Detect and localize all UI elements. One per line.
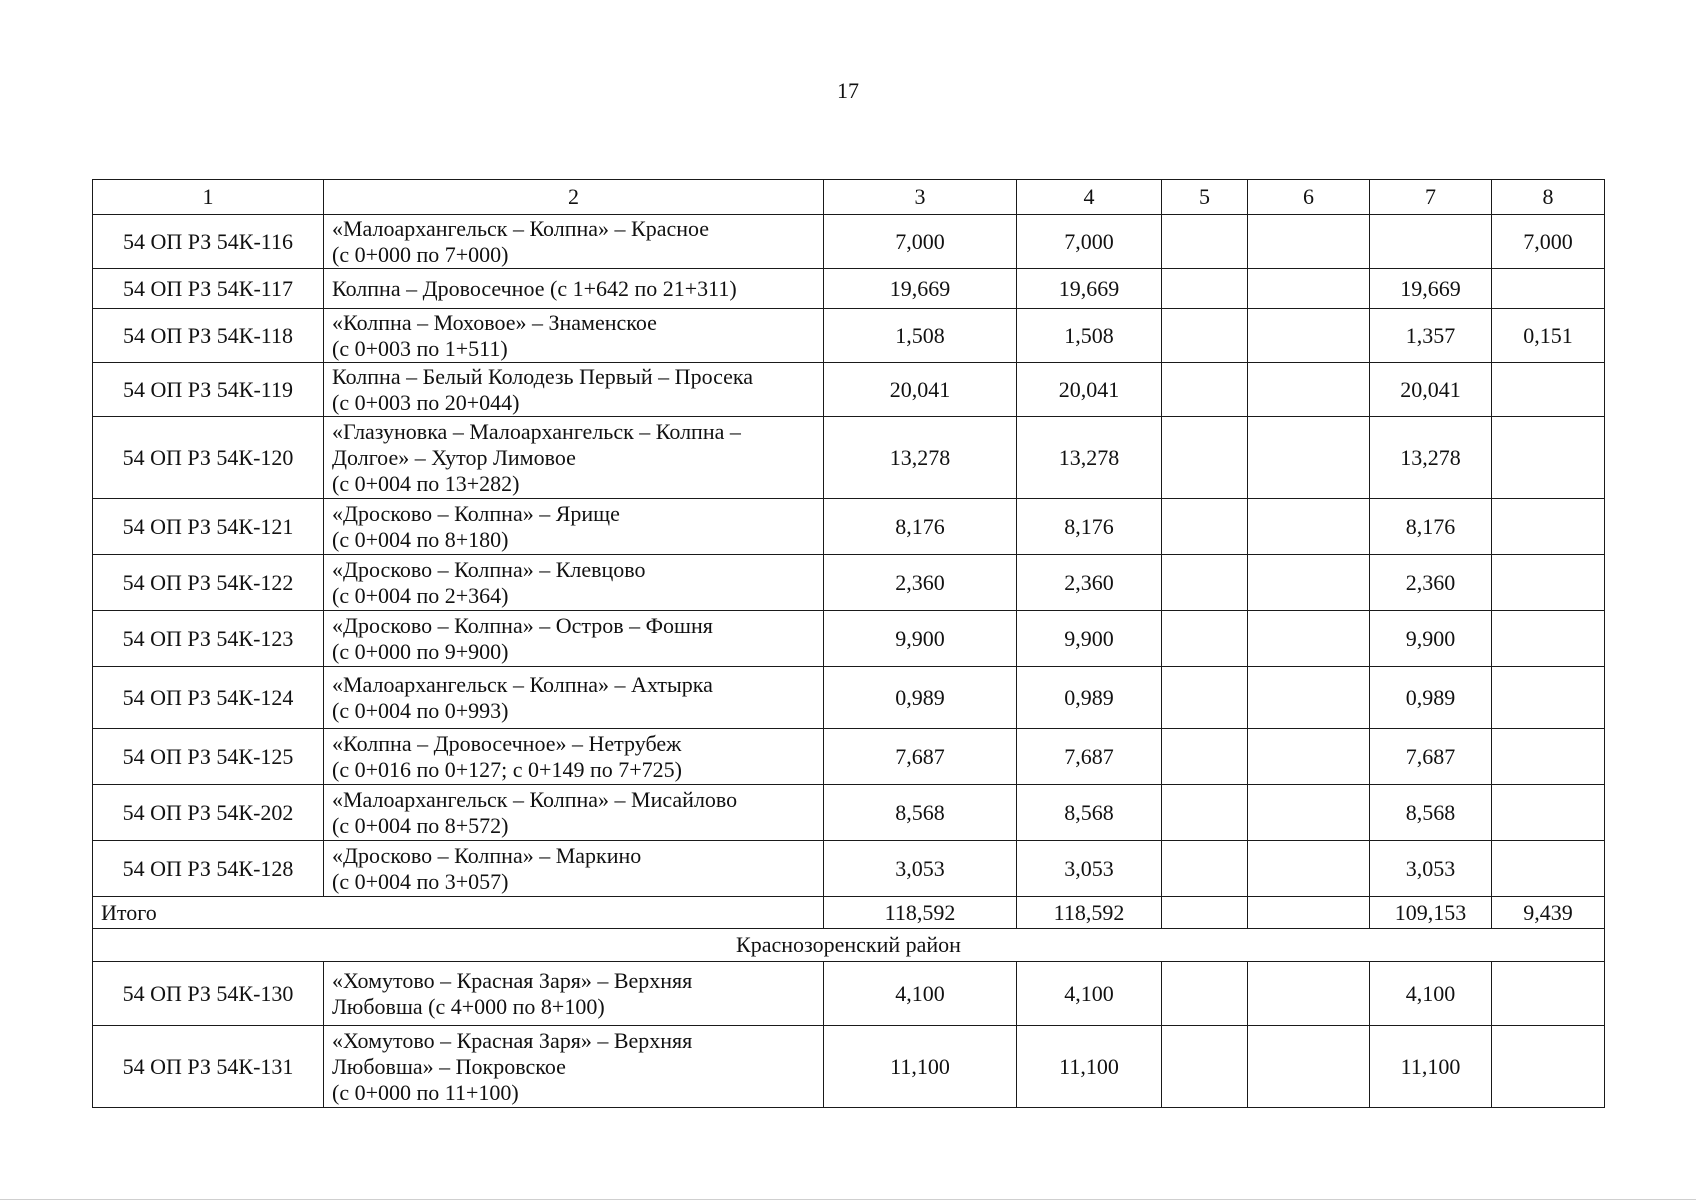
total-col4: 118,592 xyxy=(1017,897,1162,929)
value-c8 xyxy=(1492,841,1605,897)
value-c3: 13,278 xyxy=(824,417,1017,499)
road-code: 54 ОП РЗ 54К-121 xyxy=(93,499,324,555)
table-row xyxy=(93,309,1605,363)
road-name-line: (с 0+004 по 2+364) xyxy=(332,582,509,608)
road-name xyxy=(324,499,824,555)
value-c6 xyxy=(1248,729,1370,785)
column-header: 6 xyxy=(1248,180,1370,215)
value-c3: 9,900 xyxy=(824,611,1017,667)
column-header: 7 xyxy=(1370,180,1492,215)
value-c4: 19,669 xyxy=(1017,269,1162,309)
road-name xyxy=(324,611,824,667)
value-c8 xyxy=(1492,962,1605,1026)
value-c3: 20,041 xyxy=(824,363,1017,417)
value-c5 xyxy=(1162,962,1248,1026)
roads-table xyxy=(92,179,1605,1108)
value-c3: 11,100 xyxy=(824,1026,1017,1108)
value-c8 xyxy=(1492,555,1605,611)
table-row xyxy=(93,611,1605,667)
road-name xyxy=(324,417,824,499)
value-c4: 0,989 xyxy=(1017,667,1162,729)
column-header: 2 xyxy=(324,180,824,215)
value-c6 xyxy=(1248,417,1370,499)
table-row xyxy=(93,499,1605,555)
value-c8 xyxy=(1492,729,1605,785)
value-c7: 11,100 xyxy=(1370,1026,1492,1108)
road-name xyxy=(324,1026,824,1108)
road-name xyxy=(324,729,824,785)
value-c8 xyxy=(1492,785,1605,841)
road-name-line: (с 0+004 по 8+572) xyxy=(332,812,509,838)
district-rows xyxy=(93,962,1605,1108)
value-c8 xyxy=(1492,363,1605,417)
column-header: 5 xyxy=(1162,180,1248,215)
road-name-line: (с 0+004 по 3+057) xyxy=(332,868,509,894)
value-c3: 4,100 xyxy=(824,962,1017,1026)
value-c4: 20,041 xyxy=(1017,363,1162,417)
road-code: 54 ОП РЗ 54К-123 xyxy=(93,611,324,667)
value-c3: 8,176 xyxy=(824,499,1017,555)
road-name xyxy=(324,269,824,309)
value-c5 xyxy=(1162,417,1248,499)
value-c3: 7,000 xyxy=(824,215,1017,269)
value-c6 xyxy=(1248,363,1370,417)
value-c7: 3,053 xyxy=(1370,841,1492,897)
value-c6 xyxy=(1248,785,1370,841)
table-row xyxy=(93,1026,1605,1108)
value-c8 xyxy=(1492,499,1605,555)
road-code: 54 ОП РЗ 54К-118 xyxy=(93,309,324,363)
value-c8 xyxy=(1492,611,1605,667)
value-c4: 2,360 xyxy=(1017,555,1162,611)
value-c7: 8,176 xyxy=(1370,499,1492,555)
value-c3: 2,360 xyxy=(824,555,1017,611)
value-c7 xyxy=(1370,215,1492,269)
table-row xyxy=(93,785,1605,841)
value-c6 xyxy=(1248,667,1370,729)
value-c4: 8,568 xyxy=(1017,785,1162,841)
value-c6 xyxy=(1248,611,1370,667)
road-name-line: «Глазуновка – Малоархангельск – Колпна – xyxy=(332,418,741,444)
road-name-line: (с 0+016 по 0+127; с 0+149 по 7+725) xyxy=(332,756,682,782)
road-name-line: «Колпна – Моховое» – Знаменское xyxy=(332,309,657,335)
road-code: 54 ОП РЗ 54К-202 xyxy=(93,785,324,841)
total-col8: 9,439 xyxy=(1492,897,1605,929)
value-c5 xyxy=(1162,499,1248,555)
value-c7: 9,900 xyxy=(1370,611,1492,667)
value-c5 xyxy=(1162,215,1248,269)
value-c7: 19,669 xyxy=(1370,269,1492,309)
table-row xyxy=(93,269,1605,309)
road-name xyxy=(324,841,824,897)
value-c3: 7,687 xyxy=(824,729,1017,785)
road-name xyxy=(324,555,824,611)
table-row xyxy=(93,729,1605,785)
road-name-line: (с 0+004 по 13+282) xyxy=(332,470,520,496)
district-row xyxy=(93,929,1605,962)
road-name-line: «Колпна – Дровосечное» – Нетрубеж xyxy=(332,730,682,756)
road-name-line: (с 0+004 по 0+993) xyxy=(332,697,509,723)
total-col6 xyxy=(1248,897,1370,929)
value-c7: 0,989 xyxy=(1370,667,1492,729)
district-title: Краснозоренский район xyxy=(93,929,1605,962)
road-name-line: «Малоархангельск – Колпна» – Мисайлово xyxy=(332,786,738,812)
total-col5 xyxy=(1162,897,1248,929)
road-name-line: «Малоархангельск – Колпна» – Ахтырка xyxy=(332,671,713,697)
road-code: 54 ОП РЗ 54К-120 xyxy=(93,417,324,499)
value-c6 xyxy=(1248,555,1370,611)
column-header: 4 xyxy=(1017,180,1162,215)
value-c6 xyxy=(1248,1026,1370,1108)
road-code: 54 ОП РЗ 54К-119 xyxy=(93,363,324,417)
road-code: 54 ОП РЗ 54К-130 xyxy=(93,962,324,1026)
value-c5 xyxy=(1162,1026,1248,1108)
road-name-line: Любовша» – Покровское xyxy=(332,1053,566,1079)
value-c4: 13,278 xyxy=(1017,417,1162,499)
value-c5 xyxy=(1162,667,1248,729)
column-header: 1 xyxy=(93,180,324,215)
value-c6 xyxy=(1248,309,1370,363)
road-name-line: (с 0+000 по 7+000) xyxy=(332,241,509,267)
table-row xyxy=(93,417,1605,499)
table-row xyxy=(93,962,1605,1026)
value-c6 xyxy=(1248,841,1370,897)
value-c8 xyxy=(1492,667,1605,729)
road-code: 54 ОП РЗ 54К-117 xyxy=(93,269,324,309)
value-c4: 7,687 xyxy=(1017,729,1162,785)
value-c5 xyxy=(1162,841,1248,897)
value-c7: 4,100 xyxy=(1370,962,1492,1026)
value-c8: 0,151 xyxy=(1492,309,1605,363)
value-c4: 3,053 xyxy=(1017,841,1162,897)
main-rows xyxy=(93,215,1605,897)
table-row xyxy=(93,667,1605,729)
value-c3: 3,053 xyxy=(824,841,1017,897)
road-name-line: «Дросково – Колпна» – Остров – Фошня xyxy=(332,612,713,638)
value-c5 xyxy=(1162,269,1248,309)
road-name-line: «Дросково – Колпна» – Маркино xyxy=(332,842,642,868)
value-c7: 7,687 xyxy=(1370,729,1492,785)
value-c7: 1,357 xyxy=(1370,309,1492,363)
road-name-line: (с 0+004 по 8+180) xyxy=(332,526,509,552)
page-number: 17 xyxy=(837,78,859,103)
value-c3: 0,989 xyxy=(824,667,1017,729)
road-name xyxy=(324,667,824,729)
value-c5 xyxy=(1162,309,1248,363)
road-name xyxy=(324,363,824,417)
value-c7: 13,278 xyxy=(1370,417,1492,499)
road-name xyxy=(324,962,824,1026)
value-c4: 8,176 xyxy=(1017,499,1162,555)
total-col3: 118,592 xyxy=(824,897,1017,929)
road-name-line: «Хомутово – Красная Заря» – Верхняя xyxy=(332,967,693,993)
road-name xyxy=(324,785,824,841)
value-c5 xyxy=(1162,363,1248,417)
value-c8: 7,000 xyxy=(1492,215,1605,269)
total-col7: 109,153 xyxy=(1370,897,1492,929)
road-code: 54 ОП РЗ 54К-116 xyxy=(93,215,324,269)
value-c4: 1,508 xyxy=(1017,309,1162,363)
header-row xyxy=(93,180,1605,215)
value-c3: 8,568 xyxy=(824,785,1017,841)
value-c5 xyxy=(1162,555,1248,611)
road-code: 54 ОП РЗ 54К-125 xyxy=(93,729,324,785)
value-c8 xyxy=(1492,1026,1605,1108)
value-c4: 9,900 xyxy=(1017,611,1162,667)
value-c7: 2,360 xyxy=(1370,555,1492,611)
table-row xyxy=(93,841,1605,897)
value-c6 xyxy=(1248,499,1370,555)
value-c7: 20,041 xyxy=(1370,363,1492,417)
road-name-line: Колпна – Дровосечное (с 1+642 по 21+311) xyxy=(332,275,737,301)
value-c3: 1,508 xyxy=(824,309,1017,363)
value-c6 xyxy=(1248,215,1370,269)
road-name-line: Колпна – Белый Колодезь Первый – Просека xyxy=(332,363,754,389)
road-name xyxy=(324,215,824,269)
value-c4: 7,000 xyxy=(1017,215,1162,269)
value-c5 xyxy=(1162,729,1248,785)
value-c3: 19,669 xyxy=(824,269,1017,309)
road-name-line: «Малоархангельск – Колпна» – Красное xyxy=(332,215,710,241)
column-header: 3 xyxy=(824,180,1017,215)
value-c8 xyxy=(1492,417,1605,499)
value-c5 xyxy=(1162,611,1248,667)
table-row xyxy=(93,215,1605,269)
road-code: 54 ОП РЗ 54К-122 xyxy=(93,555,324,611)
road-name-line: (с 0+000 по 9+900) xyxy=(332,638,509,664)
road-code: 54 ОП РЗ 54К-124 xyxy=(93,667,324,729)
column-header: 8 xyxy=(1492,180,1605,215)
table-row xyxy=(93,555,1605,611)
value-c4: 4,100 xyxy=(1017,962,1162,1026)
value-c4: 11,100 xyxy=(1017,1026,1162,1108)
road-name-line: (с 0+003 по 1+511) xyxy=(332,335,508,361)
road-name-line: (с 0+003 по 20+044) xyxy=(332,389,520,415)
road-code: 54 ОП РЗ 54К-131 xyxy=(93,1026,324,1108)
total-label: Итого xyxy=(93,897,824,929)
value-c8 xyxy=(1492,269,1605,309)
total-section xyxy=(93,897,1605,962)
value-c6 xyxy=(1248,962,1370,1026)
road-name-line: (с 0+000 по 11+100) xyxy=(332,1079,519,1105)
road-code: 54 ОП РЗ 54К-128 xyxy=(93,841,324,897)
road-name-line: Любовша (с 4+000 по 8+100) xyxy=(332,993,605,1019)
road-name-line: «Хомутово – Красная Заря» – Верхняя xyxy=(332,1027,693,1053)
road-name-line: «Дросково – Колпна» – Клевцово xyxy=(332,556,646,582)
value-c7: 8,568 xyxy=(1370,785,1492,841)
road-name-line: Долгое» – Хутор Лимовое xyxy=(332,444,576,470)
value-c6 xyxy=(1248,269,1370,309)
road-name xyxy=(324,309,824,363)
value-c5 xyxy=(1162,785,1248,841)
road-name-line: «Дросково – Колпна» – Ярище xyxy=(332,500,620,526)
total-row xyxy=(93,897,1605,929)
table-row xyxy=(93,363,1605,417)
